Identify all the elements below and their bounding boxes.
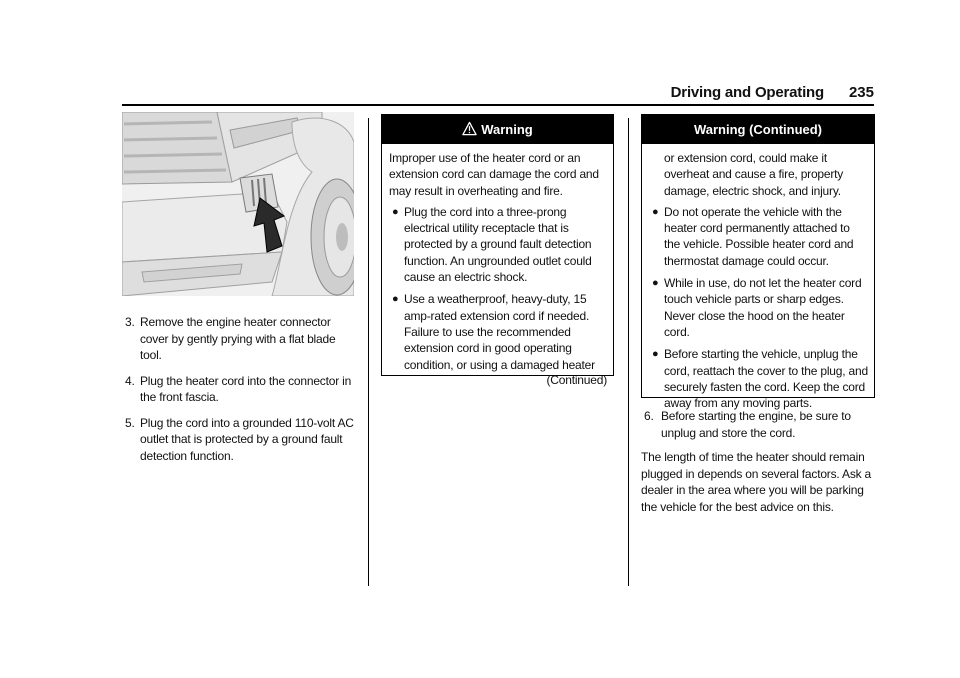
bullet-icon: ● [652,277,659,290]
list-item: ● Before starting the vehicle, unplug the cord, reattach the cover to the plug, and securely fasten the cord. Keep the cord away from any moving parts. [652,347,868,411]
column-divider-left [368,118,369,586]
step-text: Plug the cord into a grounded 110-volt AC outlet that is protected by a ground fault detection function. [140,415,354,463]
bullet-icon: ● [652,205,659,218]
warning-header [382,115,613,144]
list-item: 5. Plug the cord into a grounded 110-volt AC outlet that is protected by a ground fault detection function. [125,415,354,463]
warning-box [381,114,614,387]
warning-continued-intro: or extension cord, could make it overheat and cause a fire, property damage, electric shock, and injury. [664,151,844,198]
truck-front-illustration [122,112,354,296]
list-item: 4. Plug the heater cord into the connector in the front fascia. [125,373,352,404]
closing-paragraph: The length of time the heater should remain plugged in depends on several factors. Ask a dealer in the area where you will be parking the vehicle for the best advice on this. [641,450,872,514]
warning-continued-box [641,114,875,411]
step-text: Plug the heater cord into the connector in the front fascia. [140,373,352,404]
header-rule [122,104,874,106]
list-item: 3. Remove the engine heater connector cover by gently prying with a flat blade tool. [125,315,336,362]
page-number: 235 [848,84,874,101]
list-item: ● While in use, do not let the heater cord touch vehicle parts or sharp edges. Never close the hood on the heater cord. [652,276,862,339]
warning-continued-title: Warning (Continued) [693,122,823,137]
list-item: ● Use a weatherproof, heavy-duty, 15 amp-rated extension cord if needed. Failure to use the recommended extension cord in good operating condition, or using a damaged heater [392,292,595,372]
list-item: 6. Before starting the engine, be sure to unplug and store the cord. [644,409,851,440]
step-text: Remove the engine heater connector cover by gently prying with a flat blade tool. [140,315,336,362]
list-item: ● Plug the cord into a three-prong electrical utility receptacle that is protected by a ground fault detection function. An ungrounded outlet could cause an electric shock. [392,204,592,285]
steps-left [122,314,354,473]
warning-continued-header [642,115,874,144]
page-header [122,84,874,102]
right-column-text [641,408,877,515]
warning-icon [462,121,477,136]
column-divider-right [628,118,629,586]
bullet-icon: ● [652,348,659,361]
list-item: ● Do not operate the vehicle with the heater cord permanently attached to the vehicle. Possible heater cord and thermostat damage could occur. [652,204,854,268]
warning-intro: Improper use of the heater cord or an extension cord can damage the cord and may result in overheating and fire. [389,151,599,198]
section-title: Driving and Operating [670,84,824,101]
bullet-icon: ● [392,205,399,218]
step-text: Before starting the engine, be sure to unplug and store the cord. [661,409,851,440]
continued-label: (Continued) [546,372,607,387]
warning-title: Warning [481,122,533,137]
engine-heater-figure [122,112,354,296]
bullet-icon: ● [392,293,399,306]
